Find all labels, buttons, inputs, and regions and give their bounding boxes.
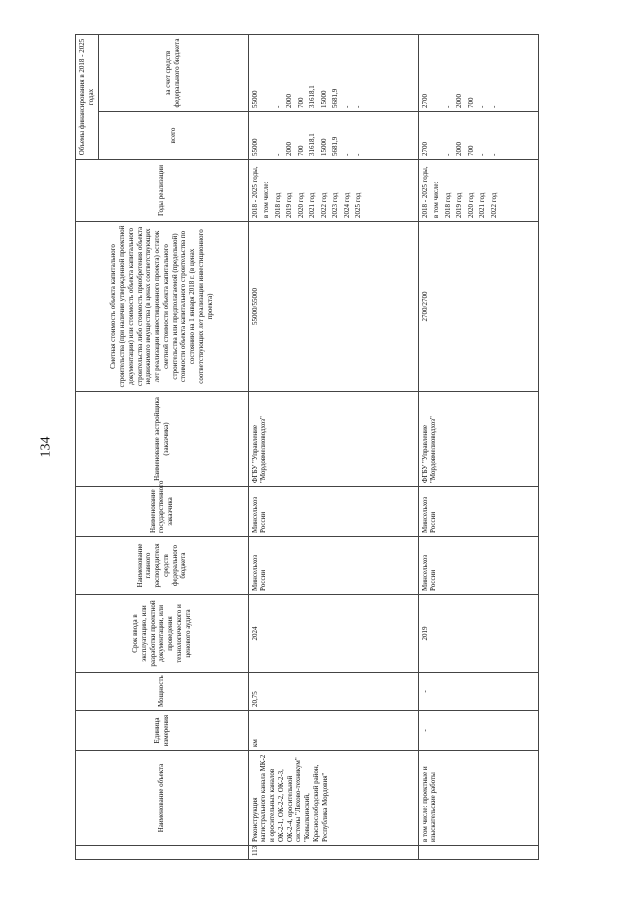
federal-value: 5681,9 bbox=[331, 88, 339, 108]
investment-table bbox=[75, 34, 539, 860]
header-state-customer: Наименование государственного заказчика bbox=[76, 487, 249, 537]
row-object-name: Реконструкция магистрального канала МК-2 и оросительных каналов ОК-2-1, ОК-2-2, ОК-2-3, ОК-2-4, оросительной системы "Ляхово-техникум" "Ковылкинский, Краснослободский район, Республика Мордовия" bbox=[248, 751, 418, 846]
row-customer: Минсельхоз России bbox=[418, 487, 538, 537]
header-main-manager: Наименование главного распорядителя средств федерального бюджета bbox=[76, 537, 249, 595]
total-value bbox=[262, 115, 274, 156]
year-line: в том числе: bbox=[432, 181, 440, 218]
year-line: 2024 год bbox=[342, 192, 351, 218]
header-funding-group: Объемы финансирования в 2018 - 2025 годах bbox=[76, 35, 99, 160]
total-value: - bbox=[478, 153, 486, 156]
row-object-name: в том числе: проектные и изыскательские работы bbox=[418, 751, 538, 846]
row-term: 2024 bbox=[248, 595, 418, 673]
row-manager: Минсельхоз России bbox=[248, 537, 418, 595]
header-developer: Наименование застройщика (заказчика) bbox=[76, 392, 249, 487]
federal-value: 55000 bbox=[250, 90, 259, 108]
year-line: 2018 год bbox=[273, 192, 282, 218]
year-line: в том числе: bbox=[262, 181, 270, 218]
federal-value: 2000 bbox=[455, 94, 463, 108]
row-num: 113 bbox=[248, 846, 418, 860]
year-line: 2022 год bbox=[489, 192, 498, 218]
row-total bbox=[248, 112, 418, 160]
federal-value: 31618,1 bbox=[308, 85, 316, 108]
row-cost: 55000/55000 bbox=[248, 222, 418, 392]
total-value: 15000 bbox=[319, 138, 328, 156]
row-developer: ФГБУ "Управление "Мордовмелиоводхоз" bbox=[418, 392, 538, 487]
total-value bbox=[432, 115, 444, 156]
row-term: 2019 bbox=[418, 595, 538, 673]
row-developer: ФГБУ "Управление "Мордовмелиоводхоз" bbox=[248, 392, 418, 487]
total-value: 5681,9 bbox=[331, 136, 339, 156]
year-line: 2019 год bbox=[455, 192, 463, 218]
year-line: 2023 год bbox=[331, 192, 339, 218]
year-line: 2019 год bbox=[285, 192, 293, 218]
row-federal bbox=[418, 35, 538, 112]
federal-value: - bbox=[489, 105, 498, 108]
total-value: 2000 bbox=[285, 142, 293, 156]
header-object-name: Наименование объекта bbox=[76, 751, 249, 846]
table-row bbox=[248, 35, 418, 860]
federal-value bbox=[262, 38, 274, 108]
row-federal bbox=[248, 35, 418, 112]
row-years bbox=[418, 160, 538, 222]
header-years: Годы реализации bbox=[76, 160, 249, 222]
row-total bbox=[418, 112, 538, 160]
year-line: 2021 год bbox=[308, 192, 316, 218]
total-value: 700 bbox=[466, 145, 475, 156]
row-customer: Минсельхоз России bbox=[248, 487, 418, 537]
table-row bbox=[418, 35, 538, 860]
federal-value: - bbox=[273, 105, 282, 108]
header-capacity: Мощность bbox=[76, 673, 249, 711]
row-unit: - bbox=[418, 711, 538, 751]
year-line: 2020 год bbox=[296, 192, 305, 218]
year-line: 2022 год bbox=[319, 192, 328, 218]
row-manager: Минсельхоз России bbox=[418, 537, 538, 595]
federal-value: - bbox=[354, 105, 362, 108]
total-value: - bbox=[489, 153, 498, 156]
header-total: всего bbox=[98, 112, 248, 160]
year-line: 2018 год bbox=[443, 192, 452, 218]
row-num bbox=[418, 846, 538, 860]
row-unit: км bbox=[248, 711, 418, 751]
rotated-table-container bbox=[75, 35, 630, 860]
row-capacity: 20,75 bbox=[248, 673, 418, 711]
year-line: 2025 год bbox=[354, 192, 362, 218]
total-value: - bbox=[354, 153, 362, 156]
row-years bbox=[248, 160, 418, 222]
header-federal: за счет средств федерального бюджета bbox=[98, 35, 248, 112]
federal-value bbox=[432, 38, 444, 108]
header-unit: Единица измерения bbox=[76, 711, 249, 751]
year-line: 2018 - 2025 годы, bbox=[250, 166, 259, 218]
row-capacity: - bbox=[418, 673, 538, 711]
year-line: 2021 год bbox=[478, 192, 486, 218]
federal-value: - bbox=[443, 105, 452, 108]
total-value: 2700 bbox=[420, 142, 429, 156]
total-value: - bbox=[273, 153, 282, 156]
federal-value: 2000 bbox=[285, 94, 293, 108]
total-value: 700 bbox=[296, 145, 305, 156]
total-value: 31618,1 bbox=[308, 133, 316, 156]
federal-value: 700 bbox=[466, 97, 475, 108]
federal-value: 700 bbox=[296, 97, 305, 108]
year-line: 2020 год bbox=[466, 192, 475, 218]
total-value: - bbox=[342, 153, 351, 156]
header-estimated-cost: Сметная стоимость объекта капитального строительства (при наличии утвержденной проектной документации) или стоимость объекта капитального строительства либо стоимость приобретения объекта недвижимого имущества (в ценах соответствующих лет реализации инвестиционного проекта) остаток сметной стоимости объекта капитального строительства или предполагаемой (предельной) стоимости объекта капитального строительства по состоянию на 1 января 2018 г. (в ценах соответствующих лет реализации инвестиционного проекта) bbox=[76, 222, 249, 392]
federal-value: - bbox=[342, 105, 351, 108]
page-number: 134 bbox=[38, 436, 54, 458]
total-value: 2000 bbox=[455, 142, 463, 156]
header-num bbox=[76, 846, 249, 860]
federal-value: 15000 bbox=[319, 90, 328, 108]
total-value: - bbox=[443, 153, 452, 156]
federal-value: 2700 bbox=[420, 94, 429, 108]
federal-value: - bbox=[478, 105, 486, 108]
year-line: 2018 - 2025 годы, bbox=[420, 166, 429, 218]
total-value: 55000 bbox=[250, 138, 259, 156]
header-commission-term: Срок ввода в эксплуатацию, или разработки проектной документации, или проведения технологического и ценового аудита bbox=[76, 595, 249, 673]
row-cost: 2700/2700 bbox=[418, 222, 538, 392]
